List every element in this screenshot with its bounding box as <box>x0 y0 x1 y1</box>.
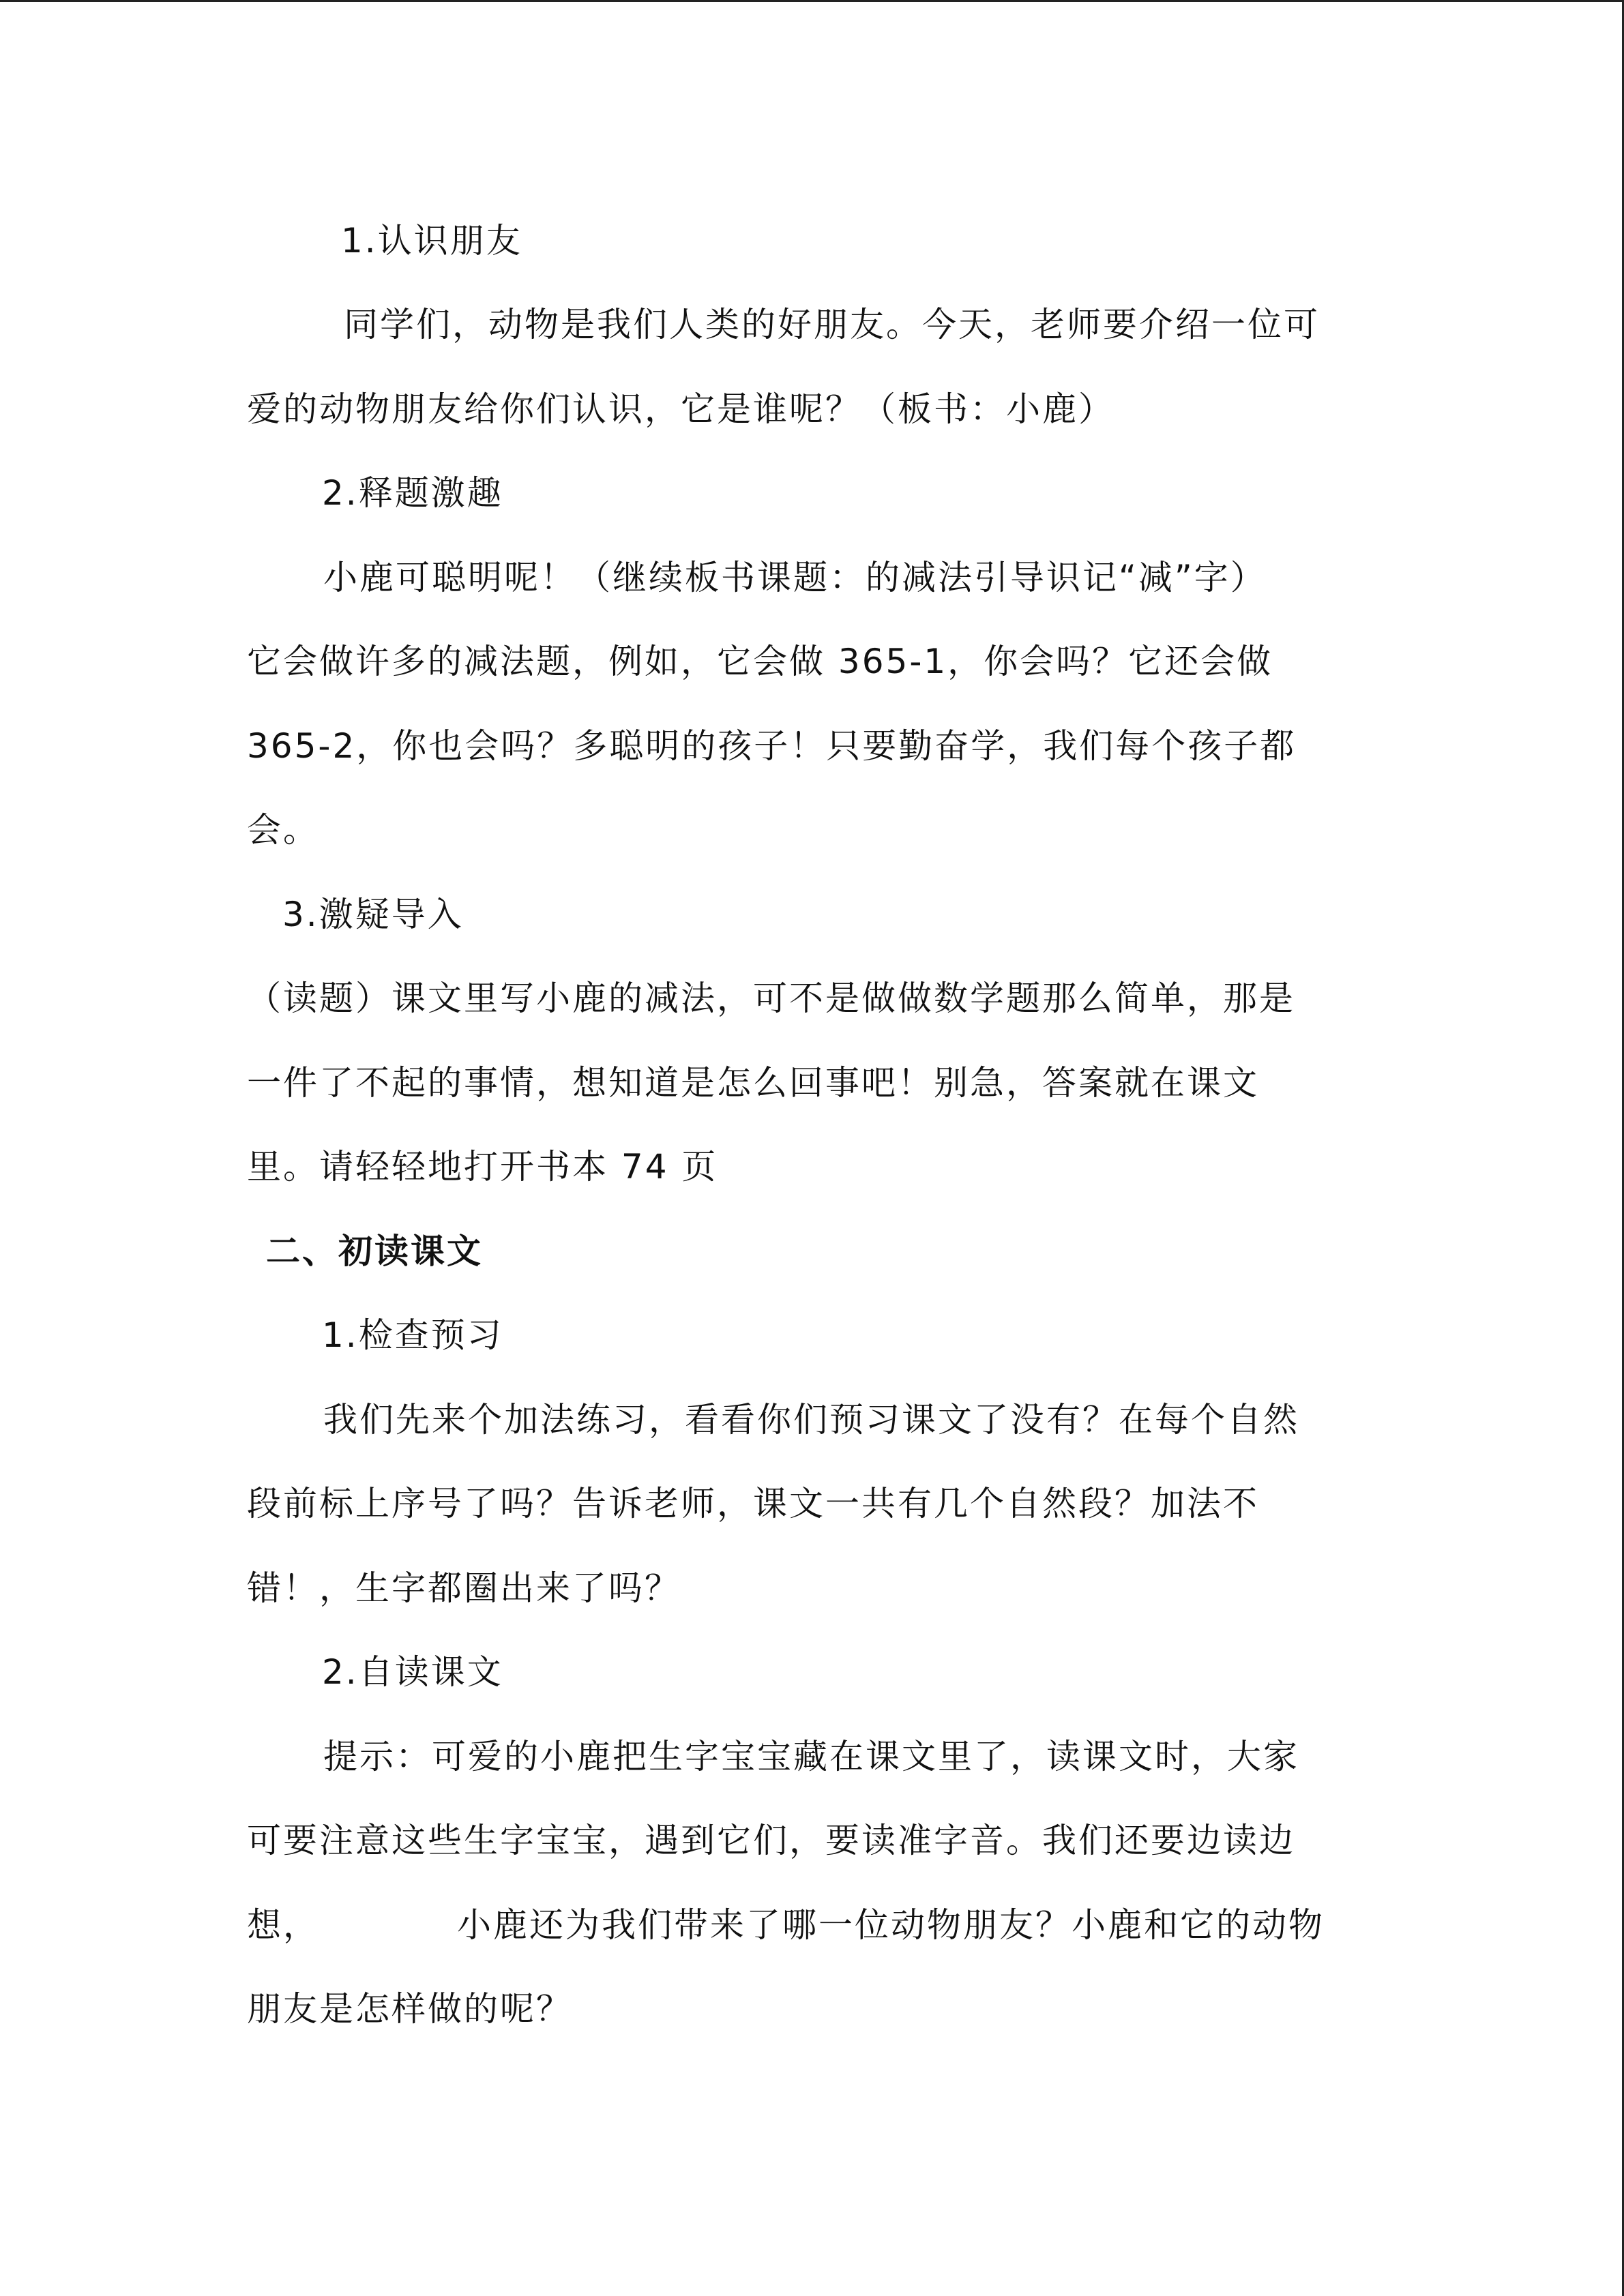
paragraph-line: 我们先来个加法练习，看看你们预习课文了没有？在每个自然 <box>323 1400 1299 1440</box>
subheading-know-friends: 1.认识朋友 <box>341 221 522 260</box>
page-border-top <box>0 0 1624 2</box>
section-heading: 二、初读课文 <box>266 1232 483 1271</box>
subheading-inspire-doubt: 3.激疑导入 <box>282 895 464 934</box>
paragraph-line: 朋友是怎样做的呢？ <box>247 1989 572 2029</box>
paragraph-line: 它会做许多的减法题，例如，它会做 365-1，你会吗？它还会做 <box>247 642 1273 681</box>
subheading-explain-title: 2.释题激趣 <box>322 473 503 513</box>
paragraph-line: 段前标上序号了吗？告诉老师，课文一共有几个自然段？加法不 <box>247 1484 1259 1523</box>
paragraph-line: （读题）课文里写小鹿的减法，可不是做做数学题那么简单，那是 <box>247 979 1295 1018</box>
subheading-self-read: 2.自读课文 <box>322 1652 503 1692</box>
paragraph-line: 想， <box>247 1905 319 1945</box>
paragraph-line: 一件了不起的事情，想知道是怎么回事吧！别急，答案就在课文 <box>247 1063 1259 1103</box>
paragraph-line: 小鹿还为我们带来了哪一位动物朋友？小鹿和它的动物 <box>457 1905 1325 1945</box>
paragraph-line: 可要注意这些生字宝宝，遇到它们，要读准字音。我们还要边读边 <box>247 1821 1295 1860</box>
paragraph-line: 提示：可爱的小鹿把生字宝宝藏在课文里了，读课文时，大家 <box>323 1737 1299 1776</box>
paragraph-line: 小鹿可聪明呢！（继续板书课题：的减法引导识记“减”字） <box>323 558 1267 597</box>
subheading-check-preview: 1.检查预习 <box>322 1315 503 1355</box>
paragraph-line: 同学们，动物是我们人类的好朋友。今天，老师要介绍一位可 <box>344 305 1320 344</box>
paragraph-line: 里。请轻轻地打开书本 74 页 <box>247 1147 718 1187</box>
paragraph-line: 会。 <box>247 810 319 850</box>
paragraph-line: 错！，生字都圈出来了吗？ <box>247 1568 681 1608</box>
paragraph-line: 365-2，你也会吗？多聪明的孩子！只要勤奋学，我们每个孩子都 <box>247 726 1297 766</box>
paragraph-line: 爱的动物朋友给你们认识，它是谁呢？（板书：小鹿） <box>247 389 1114 429</box>
